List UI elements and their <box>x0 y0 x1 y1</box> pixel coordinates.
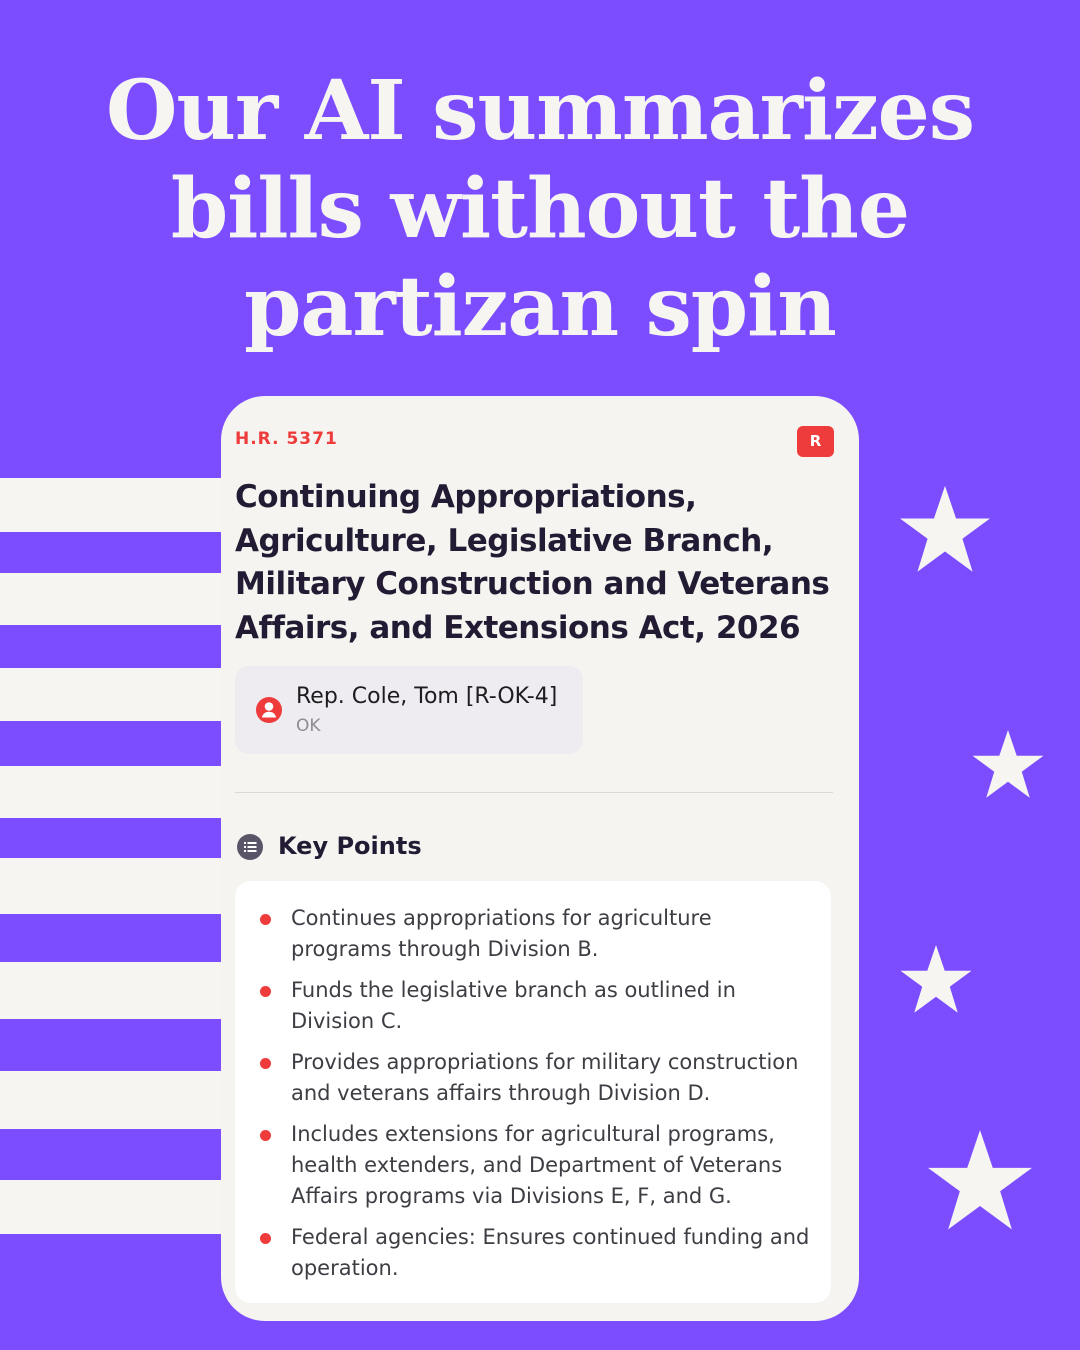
list-item <box>235 903 831 965</box>
bullet-dot <box>260 1130 271 1141</box>
divider <box>235 792 833 793</box>
key-points-list <box>235 903 831 1294</box>
list-item <box>235 1047 831 1109</box>
stripe <box>0 1180 240 1234</box>
key-point-text: Continues appropriations for agriculture programs through Division B. <box>291 906 712 961</box>
stripe <box>0 962 240 1019</box>
list-item <box>235 975 831 1037</box>
stripe <box>0 766 240 818</box>
sponsor-state: OK <box>296 716 321 736</box>
key-points-box <box>235 881 831 1303</box>
headline-line: bills without the <box>170 161 910 257</box>
list-item <box>235 1222 831 1284</box>
key-point-text: Funds the legislative branch as outlined in Division C. <box>291 978 736 1033</box>
list-item <box>235 1119 831 1212</box>
star-icon <box>925 1128 1035 1232</box>
bullet-dot <box>260 914 271 925</box>
bill-number: H.R. 5371 <box>235 429 338 449</box>
stripe <box>0 668 240 721</box>
stripe <box>0 478 240 532</box>
sponsor-name: Rep. Cole, Tom [R-OK-4] <box>296 684 558 709</box>
key-point-text: Federal agencies: Ensures continued funding and operation. <box>291 1225 810 1280</box>
headline-line: Our AI summarizes <box>105 63 975 159</box>
list-circle-icon <box>236 833 264 861</box>
key-point-text: Provides appropriations for military construction and veterans affairs through Division D. <box>291 1050 799 1105</box>
star-icon <box>898 484 992 574</box>
sponsor-chip[interactable] <box>235 666 583 754</box>
bill-card[interactable] <box>221 396 859 1321</box>
key-points-title: Key Points <box>278 832 422 860</box>
bullet-dot <box>260 1058 271 1069</box>
party-badge: R <box>797 426 834 457</box>
headline <box>0 62 1080 356</box>
key-point-text: Includes extensions for agricultural programs, health extenders, and Department of Veterans Affairs programs via Divisions E, F, and G. <box>291 1122 783 1208</box>
stripe <box>0 573 240 625</box>
star-icon <box>899 943 973 1015</box>
stripe <box>0 858 240 914</box>
stripe <box>0 1071 240 1129</box>
bullet-dot <box>260 1233 271 1244</box>
bullet-dot <box>260 986 271 997</box>
person-circle-icon <box>255 696 283 724</box>
bill-title: Continuing Appropriations, Agriculture, Legislative Branch, Military Construction and Veterans Affairs, and Extensions Act, 2026 <box>235 479 830 646</box>
star-icon <box>971 728 1045 800</box>
headline-line: partizan spin <box>244 259 836 355</box>
